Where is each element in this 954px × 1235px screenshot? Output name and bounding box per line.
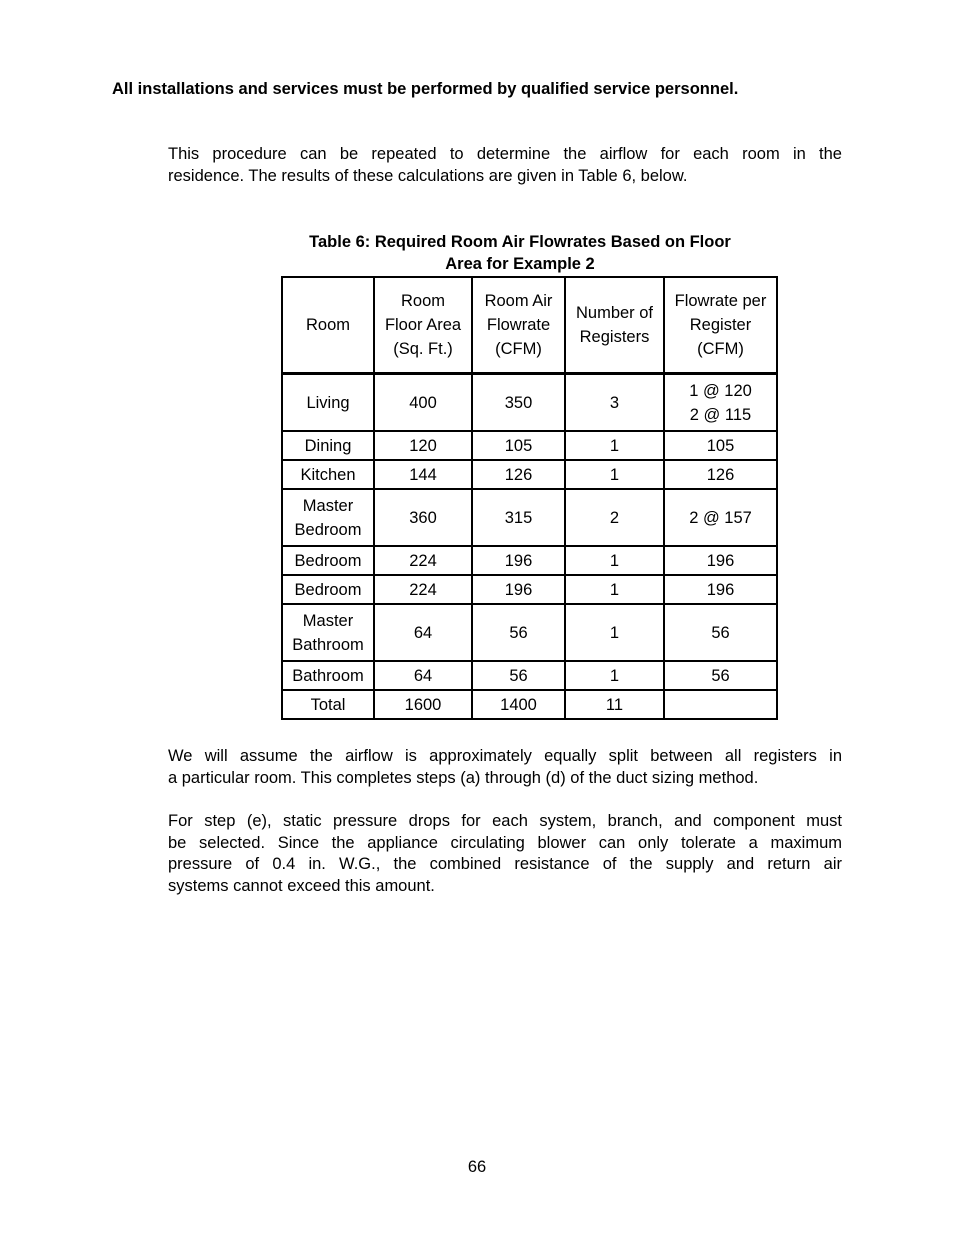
- static-pressure-paragraph: [168, 811, 842, 897]
- cell-per-register: 2 @ 157: [664, 489, 777, 546]
- paragraph-line: be selected. Since the appliance circulating blower can only tolerate a maximum: [168, 833, 842, 852]
- header-number-of-registers: Number of Registers: [565, 277, 664, 374]
- cell-area: 360: [374, 489, 472, 546]
- paragraph-line: pressure of 0.4 in. W.G., the combined resistance of the supply and return air: [168, 855, 842, 873]
- cell-per-register: 56: [664, 661, 777, 690]
- table-row: [282, 460, 777, 489]
- cell-per-register: 105: [664, 431, 777, 460]
- cell-per-register: [664, 690, 777, 719]
- cell-area: 64: [374, 661, 472, 690]
- table-row: [282, 431, 777, 460]
- intro-paragraph: [168, 144, 842, 187]
- cell-flow: 56: [472, 661, 565, 690]
- page-number: 66: [467, 1158, 487, 1176]
- cell-area: 224: [374, 575, 472, 604]
- cell-area: 1600: [374, 690, 472, 719]
- header-room: Room: [282, 277, 374, 374]
- cell-registers: 1: [565, 460, 664, 489]
- cell-per-register: 196: [664, 546, 777, 575]
- cell-flow: 350: [472, 374, 565, 432]
- table-row: [282, 374, 777, 432]
- cell-room: Dining: [282, 431, 374, 460]
- cell-room: Living: [282, 374, 374, 432]
- safety-notice: All installations and services must be performed by qualified service personnel.: [112, 80, 739, 98]
- header-room-air-flowrate: Room Air Flowrate (CFM): [472, 277, 565, 374]
- paragraph-line: This procedure can be repeated to determine the airflow for each room in the: [168, 145, 842, 163]
- airflow-split-paragraph: [168, 746, 842, 789]
- cell-flow: 196: [472, 546, 565, 575]
- cell-room: Master Bathroom: [282, 604, 374, 661]
- paragraph-line: a particular room. This completes steps (a) through (d) of the duct sizing method.: [168, 768, 759, 787]
- cell-registers: 11: [565, 690, 664, 719]
- cell-room: Kitchen: [282, 460, 374, 489]
- table-row: [282, 489, 777, 546]
- cell-area: 224: [374, 546, 472, 575]
- cell-room: Bathroom: [282, 661, 374, 690]
- cell-registers: 3: [565, 374, 664, 432]
- cell-per-register: 126: [664, 460, 777, 489]
- cell-registers: 1: [565, 546, 664, 575]
- cell-area: 64: [374, 604, 472, 661]
- table-row: [282, 546, 777, 575]
- cell-per-register: 1 @ 120 2 @ 115: [664, 374, 777, 432]
- cell-room: Master Bedroom: [282, 489, 374, 546]
- cell-area: 120: [374, 431, 472, 460]
- table-row: [282, 604, 777, 661]
- cell-room: Total: [282, 690, 374, 719]
- cell-registers: 1: [565, 604, 664, 661]
- table-row: [282, 661, 777, 690]
- cell-flow: 126: [472, 460, 565, 489]
- table-row: [282, 575, 777, 604]
- cell-flow: 105: [472, 431, 565, 460]
- cell-registers: 1: [565, 575, 664, 604]
- cell-area: 144: [374, 460, 472, 489]
- table-header-row: [282, 277, 777, 374]
- paragraph-line: For step (e), static pressure drops for each system, branch, and component must: [168, 812, 842, 830]
- paragraph-line: systems cannot exceed this amount.: [168, 876, 435, 895]
- cell-flow: 315: [472, 489, 565, 546]
- header-floor-area: Room Floor Area (Sq. Ft.): [374, 277, 472, 374]
- cell-flow: 196: [472, 575, 565, 604]
- header-flowrate-per-register: Flowrate per Register (CFM): [664, 277, 777, 374]
- cell-flow: 1400: [472, 690, 565, 719]
- paragraph-line: We will assume the airflow is approximately equally split between all registers in: [168, 747, 842, 765]
- cell-per-register: 56: [664, 604, 777, 661]
- cell-registers: 1: [565, 431, 664, 460]
- table-caption-line: Area for Example 2: [445, 254, 595, 273]
- table-caption-line: Table 6: Required Room Air Flowrates Based on Floor: [309, 233, 731, 251]
- airflow-table: [281, 276, 778, 720]
- cell-room: Bedroom: [282, 546, 374, 575]
- cell-room: Bedroom: [282, 575, 374, 604]
- table-caption: [270, 232, 770, 275]
- cell-flow: 56: [472, 604, 565, 661]
- paragraph-line: residence. The results of these calculations are given in Table 6, below.: [168, 166, 688, 185]
- table-row: [282, 690, 777, 719]
- cell-area: 400: [374, 374, 472, 432]
- cell-registers: 1: [565, 661, 664, 690]
- cell-per-register: 196: [664, 575, 777, 604]
- cell-registers: 2: [565, 489, 664, 546]
